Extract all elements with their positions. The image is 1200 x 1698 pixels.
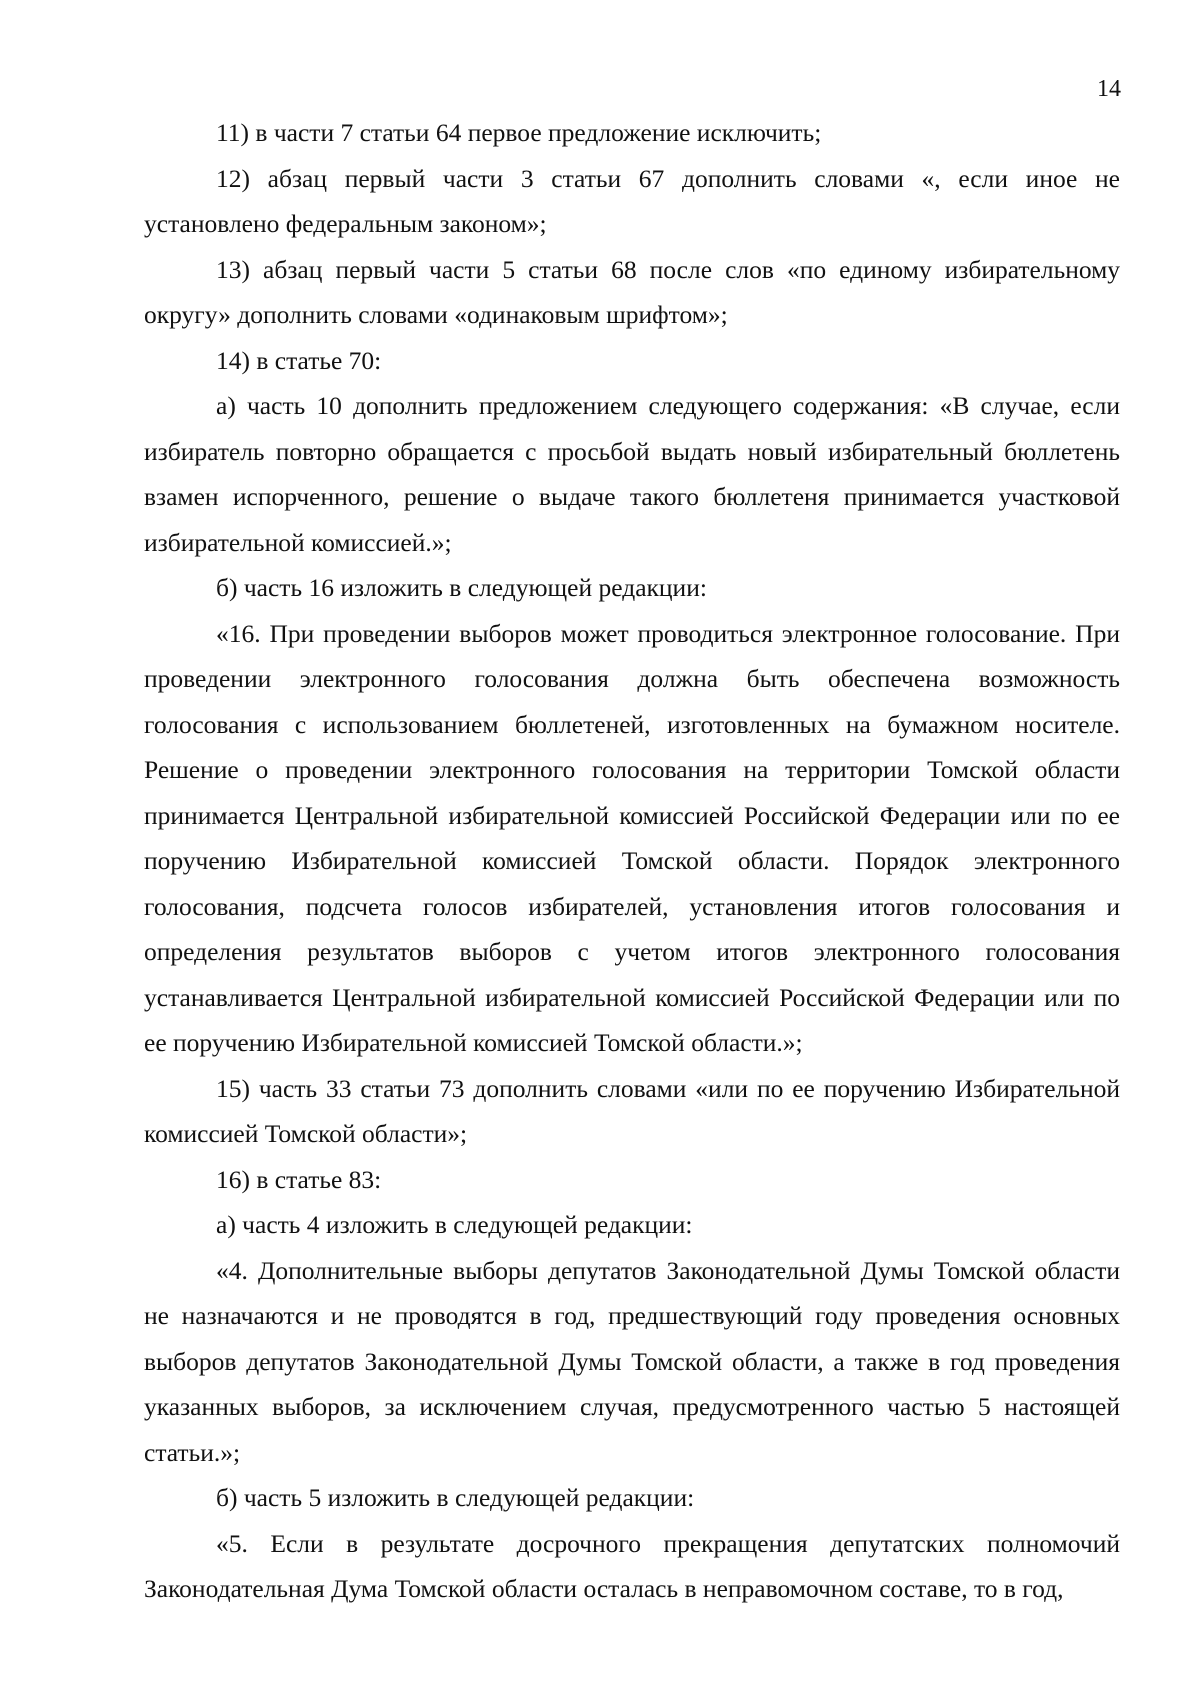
paragraph-subitem-16a: а) часть 4 изложить в следующей редакции: [216,1210,693,1239]
paragraph-subitem-14a: а) часть 10 дополнить предложением следующего содержания: «В случае, если избиратель повторно обращается с просьбой выдать новый избирательный бюллетень взамен испорченного, решение о выдаче такого бюллетеня принимается участковой избирательной комиссией.»; [144,391,1120,557]
document-body [144,110,1120,1612]
paragraph-item-15: 15) часть 33 статьи 73 дополнить словами «или по ее поручению Избирательной комиссией Томской области»; [144,1073,1120,1148]
paragraph-item-14: 14) в статье 70: [216,345,382,375]
paragraph-quote-part-4: «4. Дополнительные выборы депутатов Законодательной Думы Томской области не назначаются и не проводятся в год, предшествующий году проведения основных выборов депутатов Законодательной Думы Томской области, а также в год проведения указанных выборов, за исключением случая, предусмотренного частью 5 настоящей статьи.»; [144,1255,1120,1467]
paragraph-item-16: 16) в статье 83: [216,1164,382,1194]
paragraph-quote-part-5: «5. Если в результате досрочного прекращения депутатских полномочий Законодательная Дума Томской области осталась в неправомочном составе, то в год, [144,1528,1120,1603]
paragraph-subitem-14b: б) часть 16 изложить в следующей редакции: [216,573,707,602]
paragraph-item-13: 13) абзац первый части 5 статьи 68 после слов «по единому избирательному округу» дополнить словами «одинаковым шрифтом»; [144,254,1120,329]
paragraph-subitem-16b: б) часть 5 изложить в следующей редакции: [216,1483,695,1512]
paragraph-item-11: 11) в части 7 статьи 64 первое предложение исключить; [216,118,822,147]
paragraph-item-12: 12) абзац первый части 3 статьи 67 дополнить словами «, если иное не установлено федеральным законом»; [144,163,1120,238]
page-number: 14 [1097,76,1121,102]
paragraph-quote-part-16: «16. При проведении выборов может проводиться электронное голосование. При проведении электронного голосования должна быть обеспечена возможность голосования с использованием бюллетеней, изготовленных на бумажном носителе. Решение о проведении электронного голосования на территории Томской области принимается Центральной избирательной комиссией Российской Федерации или по ее поручению Избирательной комиссией Томской области. Порядок электронного голосования, подсчета голосов избирателей, установления итогов голосования и определения результатов выборов с учетом итогов электронного голосования устанавливается Центральной избирательной комиссией Российской Федерации или по ее поручению Избирательной комиссией Томской области.»; [144,618,1120,1057]
